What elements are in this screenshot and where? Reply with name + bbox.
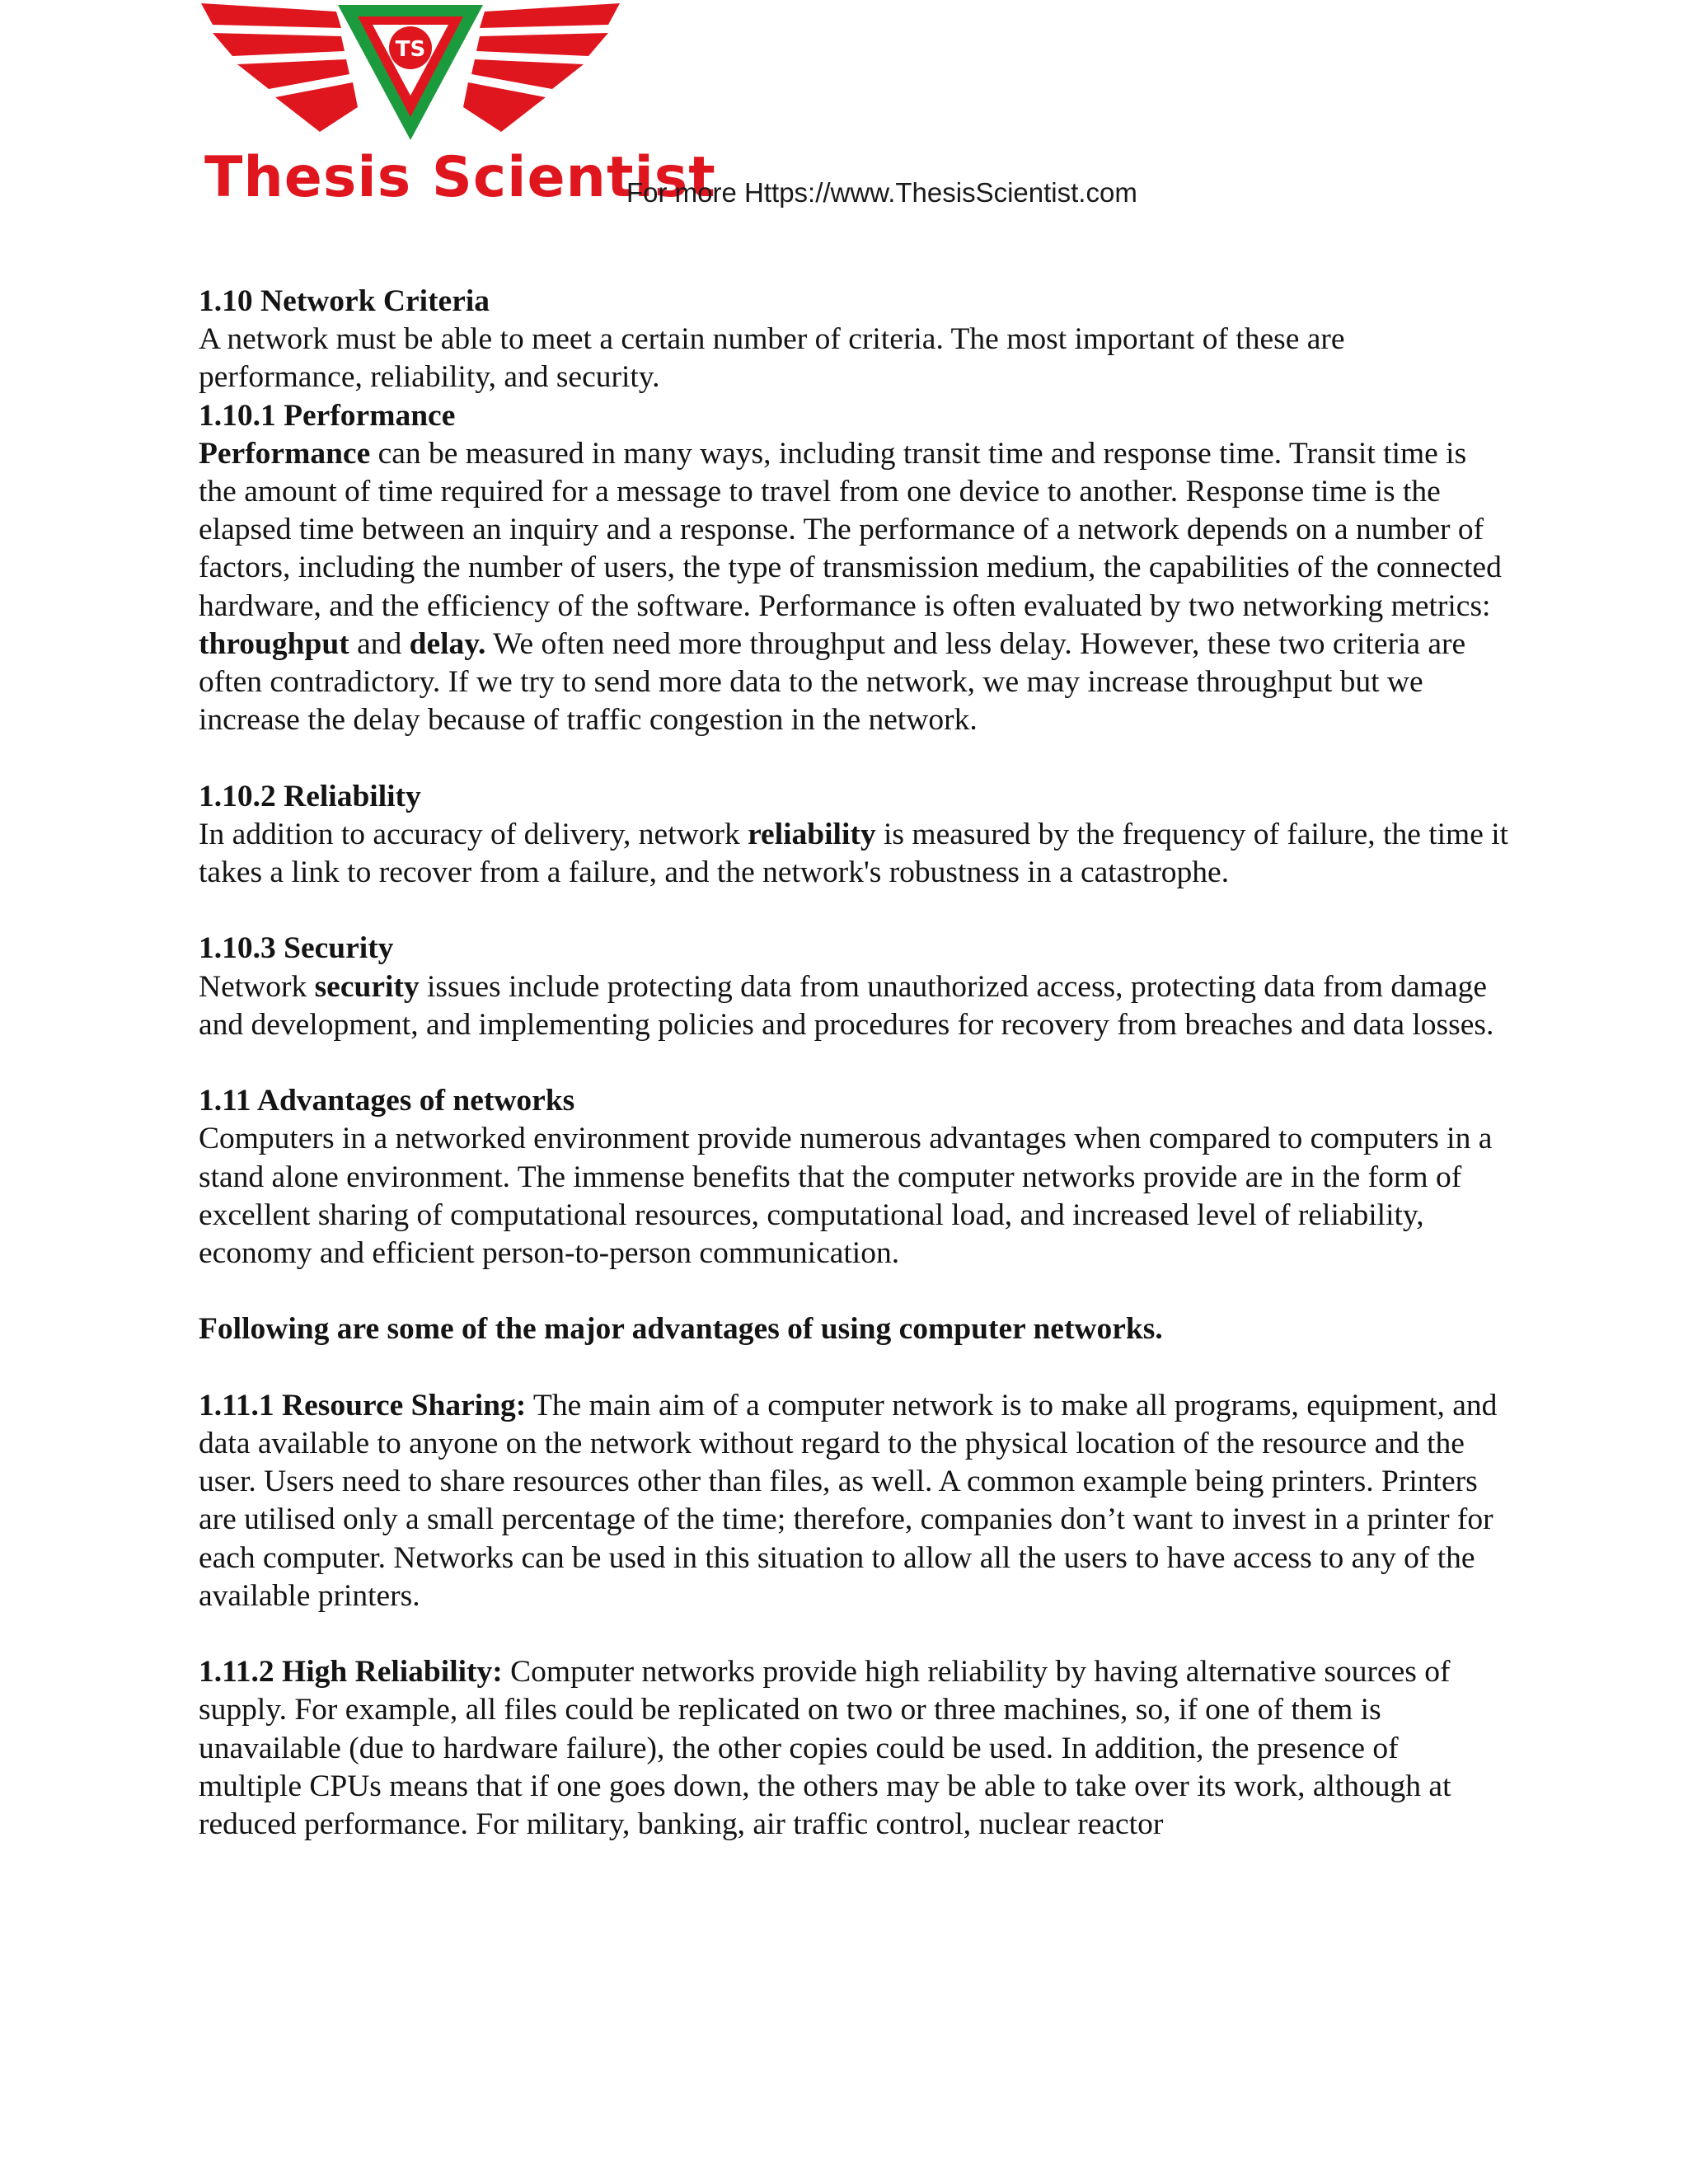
term-performance: Performance — [199, 436, 371, 471]
term-reliability: reliability — [748, 817, 876, 851]
heading-advantages-of-networks: 1.11 Advantages of networks — [199, 1084, 575, 1118]
right-wing-icon — [463, 3, 620, 132]
performance-text-a: can be measured in many ways, including transit time and response time. Transit time is the amount of time required for a message to travel from one device to another. Response time is the elapsed time between an inquiry and a response. The performance of a network depends on a number of factors, including the number of users, the type of transmission medium, the capabilities of the connected hardware, and the efficiency of the software. Performance is often evaluated by two networking metrics: — [199, 436, 1502, 623]
heading-security: 1.10.3 Security — [199, 931, 394, 966]
website-link-text: For more Https://www.ThesisScientist.com — [626, 177, 1137, 208]
performance-text-b: We often need more throughput and less delay. However, these two criteria are often contradictory. If we try to send more data to the network, we may increase throughput but we increase the delay because of traffic congestion in the network. — [199, 626, 1466, 738]
heading-reliability: 1.10.2 Reliability — [199, 779, 421, 813]
heading-resource-sharing: 1.11.1 Resource Sharing: — [199, 1388, 527, 1422]
left-wing-icon — [201, 3, 358, 132]
heading-network-criteria: 1.10 Network Criteria — [199, 284, 490, 318]
brand-name: Thesis Scientist — [204, 145, 716, 210]
term-security: security — [314, 969, 420, 1004]
logo-badge-text: TS — [395, 37, 426, 62]
security-text-a: Network — [199, 969, 315, 1004]
paragraph-resource-sharing — [199, 1387, 1509, 1615]
performance-text-and: and — [349, 626, 410, 661]
thesis-scientist-logo — [196, 0, 625, 148]
reliability-text-a: In addition to accuracy of delivery, network — [199, 817, 748, 851]
security-text-b: issues include protecting data from unauthorized access, protecting data from damage and development, and implementing policies and procedures for recovery from breaches and data losses. — [199, 969, 1494, 1042]
heading-performance: 1.10.1 Performance — [199, 398, 456, 433]
term-throughput: throughput — [199, 626, 349, 661]
triangle-badge-icon — [338, 5, 483, 140]
reliability-text-b: is measured by the frequency of failure, the time it takes a link to recover from a failure, and the network's robustness in a catastrophe. — [199, 817, 1509, 890]
term-delay: delay. — [409, 626, 486, 661]
paragraph-performance — [199, 435, 1509, 740]
paragraph-advantages: Computers in a networked environment provide numerous advantages when compared to computers in a stand alone environment. The immense benefits that the computer networks provide are in the form of excellent sharing of computational resources, computational load, and increased level of reliability, economy and efficient person-to-person communication. — [199, 1122, 1493, 1271]
paragraph-security — [199, 968, 1509, 1044]
paragraph-high-reliability — [199, 1653, 1509, 1844]
heading-high-reliability: 1.11.2 High Reliability: — [199, 1655, 503, 1690]
paragraph-network-criteria: A network must be able to meet a certain number of criteria. The most important of these are performance, reliability, and security. — [199, 322, 1345, 395]
following-major-advantages: Following are some of the major advantages of using computer networks. — [199, 1312, 1163, 1347]
high-reliability-text: Computer networks provide high reliability by having alternative sources of supply. For example, all files could be replicated on two or three machines, so, if one of them is unavailable (due to hardware failure), the other copies could be used. In addition, the presence of multiple CPUs means that if one goes down, the others may be able to take over its work, although at reduced performance. For military, banking, air traffic control, nuclear reactor — [199, 1655, 1451, 1842]
document-body — [199, 283, 1509, 1844]
resource-sharing-text: The main aim of a computer network is to make all programs, equipment, and data available to anyone on the network without regard to the physical location of the resource and the user. Users need to share resources other than files, as well. A common example being printers. Printers are utilised only a small percentage of the time; therefore, companies don’t want to invest in a printer for each computer. Networks can be used in this situation to allow all the users to have access to any of the available printers. — [199, 1388, 1498, 1613]
paragraph-reliability — [199, 816, 1509, 892]
